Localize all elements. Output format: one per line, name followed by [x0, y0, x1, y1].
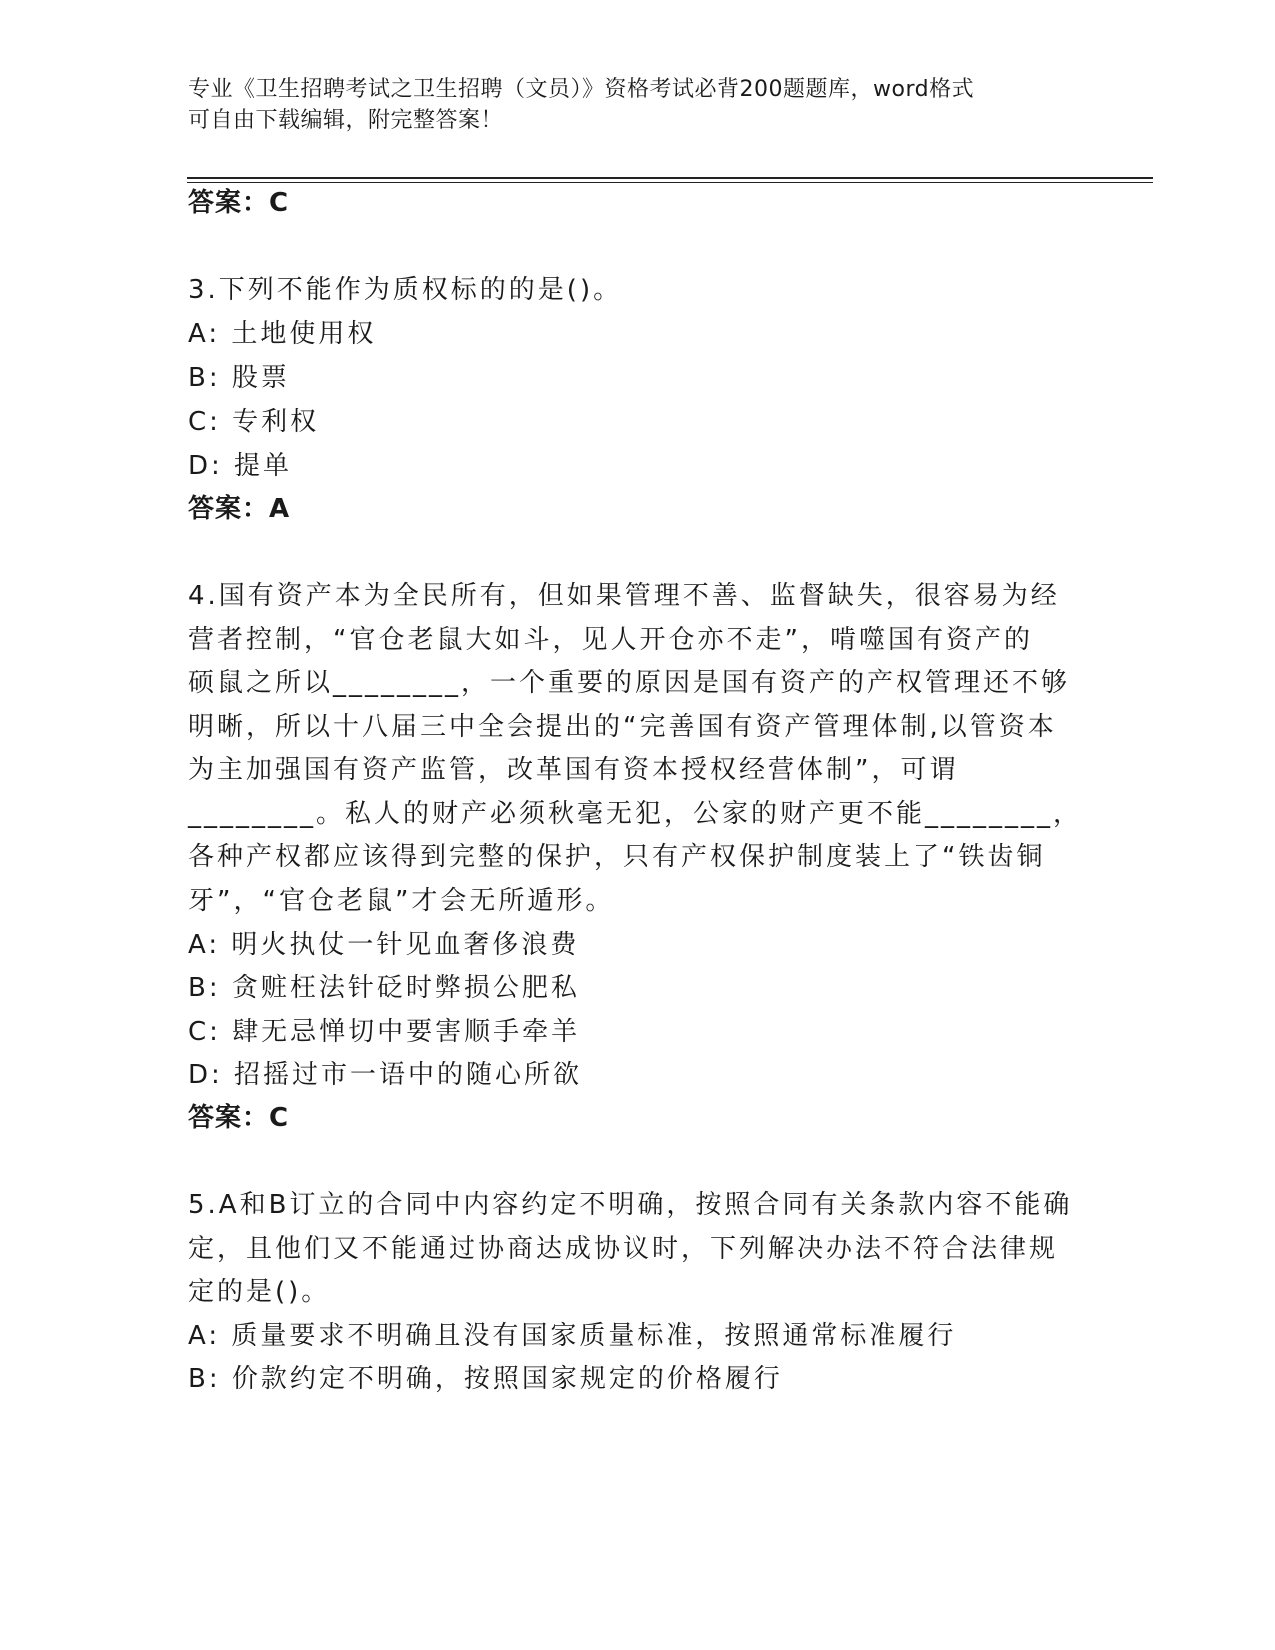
question-5-stem-line: 定的是()。	[188, 1277, 331, 1307]
question-4-answer: 答案：C	[188, 1103, 290, 1133]
question-4-stem-line: 牙”，“官仓老鼠”才会无所遁形。	[188, 886, 615, 916]
question-4-option-b: B: 贪赃枉法针砭时弊损公肥私	[188, 973, 580, 1003]
question-4-stem-line: 营者控制，“官仓老鼠大如斗，见人开仓亦不走”，啃噬国有资产的	[188, 625, 1033, 655]
question-4-stem-line: 各种产权都应该得到完整的保护，只有产权保护制度装上了“铁齿铜	[188, 842, 1046, 872]
question-4-option-a: A: 明火执仗一针见血奢侈浪费	[188, 930, 580, 960]
header-title-line-2: 可自由下载编辑，附完整答案！	[188, 108, 504, 133]
question-4-stem-line: 明晰，所以十八届三中全会提出的“完善国有资产管理体制,以管资本	[188, 712, 1057, 742]
question-4-option-d: D: 招摇过市一语中的随心所欲	[188, 1060, 583, 1090]
question-3-stem: 3.下列不能作为质权标的的是()。	[188, 275, 623, 305]
question-4-stem-line: 为主加强国有资产监管，改革国有资本授权经营体制”，可谓	[188, 755, 959, 785]
question-5-option-b: B: 价款约定不明确，按照国家规定的价格履行	[188, 1364, 783, 1394]
header-divider-thick	[187, 177, 1153, 179]
question-3-option-c: C: 专利权	[188, 407, 320, 437]
question-5-stem-line: 定，且他们又不能通过协商达成协议时，下列解决办法不符合法律规	[188, 1234, 1059, 1264]
question-5-stem-line: 5.A和B订立的合同中内容约定不明确，按照合同有关条款内容不能确	[188, 1190, 1073, 1220]
question-3-option-b: B: 股票	[188, 363, 290, 393]
question-4-stem-line: 4.国有资产本为全民所有，但如果管理不善、监督缺失，很容易为经	[188, 581, 1060, 611]
question-4-option-c: C: 肆无忌惮切中要害顺手牵羊	[188, 1017, 581, 1047]
question-3-answer: 答案：A	[188, 494, 291, 524]
question-3-option-a: A: 土地使用权	[188, 319, 377, 349]
question-5-option-a: A: 质量要求不明确且没有国家质量标准，按照通常标准履行	[188, 1321, 957, 1351]
question-4-stem-line: 硕鼠之所以________，一个重要的原因是国有资产的产权管理还不够	[188, 668, 1071, 698]
document-header	[188, 74, 1088, 136]
header-divider-thin	[187, 182, 1153, 183]
question-4-stem-line: ________。私人的财产必须秋毫无犯，公家的财产更不能________，	[188, 799, 1083, 829]
previous-question-answer: 答案：C	[188, 188, 290, 218]
question-3-option-d: D: 提单	[188, 451, 293, 481]
header-title-line-1: 专业《卫生招聘考试之卫生招聘（文员）》资格考试必背200题题库，word格式	[188, 77, 975, 102]
